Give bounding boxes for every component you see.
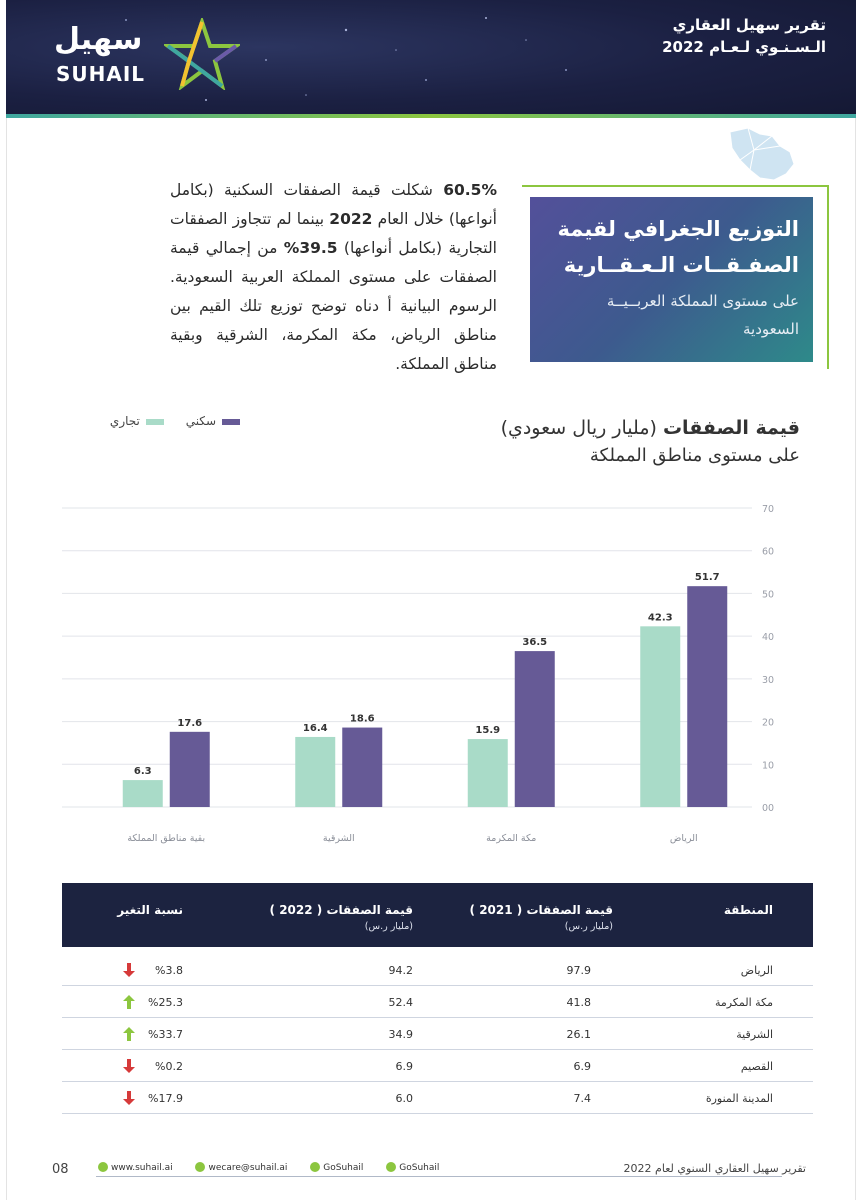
bar-value-label: 6.3 [133, 766, 152, 778]
arrow-up-icon [122, 994, 136, 1010]
arrow-up-icon [122, 1026, 136, 1042]
intro-text-1: شكلت قيمة الصفقات السكنية (بكامل أنواعها) [170, 181, 497, 228]
arrow-down-icon [122, 962, 136, 978]
cell-region: الرياض [740, 964, 773, 977]
x-category-label: بقية مناطق المملكة [127, 833, 206, 844]
y-tick-label: 30 [762, 674, 775, 686]
x-category-label: مكة المكرمة [486, 833, 537, 844]
social-icon [386, 1162, 396, 1172]
y-tick-label: 00 [762, 803, 775, 814]
y-tick-label: 70 [762, 504, 775, 515]
bar-residential [342, 728, 382, 807]
suhail-logo [46, 18, 246, 90]
section-title-line1: التوزيع الجغرافي لقيمة [557, 217, 799, 241]
y-tick-label: 20 [762, 717, 775, 729]
chart-heading [380, 414, 800, 470]
report-title [526, 14, 826, 58]
table-row [62, 1018, 813, 1050]
bar-value-label: 15.9 [475, 725, 501, 737]
intro-paragraph [170, 176, 497, 379]
footer-website-text: www.suhail.ai [111, 1162, 173, 1173]
cell-region: مكة المكرمة [714, 996, 773, 1009]
footer-report-title: تقرير سهيل العقاري السنوي لعام 2022 [623, 1162, 806, 1175]
table-row [62, 954, 813, 986]
th-change-label: نسبة التغير [117, 903, 183, 917]
intro-residential-share: 60.5% [443, 181, 497, 199]
cell-2022: 52.4 [388, 996, 413, 1009]
footer-divider [96, 1176, 782, 1177]
star-logo-icon [164, 18, 240, 90]
legend-residential-label: سكني [185, 414, 216, 428]
cell-region: الشرقية [736, 1028, 773, 1041]
section-subtitle-line2: السعودية [742, 320, 799, 338]
bar-value-label: 18.6 [349, 713, 375, 725]
cell-2022: 6.9 [395, 1060, 413, 1073]
x-category-label: الرياض [669, 833, 698, 844]
bar-value-label: 17.6 [177, 717, 203, 729]
cell-2021: 7.4 [573, 1092, 591, 1105]
footer-social-1-text: GoSuhail [323, 1162, 364, 1173]
chart-title [380, 414, 800, 442]
footer-social-2[interactable] [386, 1163, 449, 1173]
legend-commercial-swatch [146, 419, 164, 425]
bar-residential [515, 651, 555, 807]
arrow-down-icon [122, 1090, 136, 1106]
bar-commercial [123, 780, 163, 807]
cell-2021: 41.8 [566, 996, 591, 1009]
arrow-down-icon [122, 1058, 136, 1074]
th-region [724, 903, 773, 917]
footer-website[interactable] [98, 1163, 183, 1173]
chart-title-bold: قيمة الصفقات [662, 417, 800, 439]
bar-residential [687, 586, 727, 807]
section-subtitle-line1: على مستوى المملكة العربــيــة [606, 292, 799, 310]
page-number: 08 [52, 1162, 69, 1177]
legend-commercial-label: تجاري [109, 414, 140, 428]
page-footer [6, 1150, 856, 1190]
cell-region: المدينة المنورة [705, 1092, 773, 1105]
intro-text-2: خلال العام [372, 210, 444, 228]
bar-chart [62, 496, 802, 856]
footer-social-1[interactable] [310, 1163, 373, 1173]
table-row [62, 986, 813, 1018]
logo-arabic-text: سهيل [54, 22, 143, 57]
logo-english-text: SUHAIL [56, 62, 146, 86]
th-2022 [270, 903, 413, 932]
saudi-map-icon [720, 124, 800, 184]
th-2022-label: قيمة الصفقات ( 2022 ) [269, 903, 413, 917]
cell-change: %3.8 [155, 964, 183, 977]
section-title-line2: الصفـقــات الـعـقــارية [563, 253, 799, 277]
intro-year: 2022 [329, 210, 373, 228]
bar-commercial [468, 739, 508, 807]
table-body [62, 954, 813, 1114]
footer-links [98, 1162, 459, 1173]
y-tick-label: 60 [762, 546, 775, 558]
table-row [62, 1082, 813, 1114]
intro-commercial-share: 39.5% [283, 239, 338, 257]
report-title-line2: الـسـنـوي لـعـام 2022 [662, 38, 826, 56]
cell-2022: 94.2 [388, 964, 413, 977]
legend-residential [186, 414, 240, 428]
cell-2022: 6.0 [395, 1092, 413, 1105]
social-icon [310, 1162, 320, 1172]
bar-value-label: 51.7 [694, 572, 720, 584]
cell-change: %17.9 [148, 1092, 183, 1105]
cell-2021: 26.1 [566, 1028, 591, 1041]
y-tick-label: 10 [762, 760, 775, 772]
th-2021 [470, 903, 613, 932]
bar-residential [170, 732, 210, 807]
intro-text-3: بينما لم تتجاوز الصفقات التجارية (بكامل أنواعها) [170, 210, 497, 257]
link-icon [98, 1162, 108, 1172]
header-accent-line [6, 114, 856, 118]
bar-commercial [295, 737, 335, 807]
chart-title-unit: (مليار ريال سعودي) [500, 417, 663, 439]
bar-value-label: 42.3 [647, 612, 673, 624]
th-2022-unit: (مليار ر.س) [364, 921, 413, 932]
chart-subtitle: على مستوى مناطق المملكة [589, 445, 800, 466]
cell-change: %25.3 [148, 996, 183, 1009]
section-title-box [530, 197, 813, 362]
cell-2021: 6.9 [573, 1060, 591, 1073]
bar-commercial [640, 626, 680, 807]
footer-social-2-text: GoSuhail [399, 1162, 440, 1173]
x-category-label: الشرقية [322, 833, 355, 844]
footer-email-text: wecare@suhail.ai [208, 1162, 288, 1173]
email-icon [195, 1162, 205, 1172]
table-row [62, 1050, 813, 1082]
th-2021-label: قيمة الصفقات ( 2021 ) [469, 903, 613, 917]
cell-change: %33.7 [148, 1028, 183, 1041]
cell-2022: 34.9 [388, 1028, 413, 1041]
cell-region: القصيم [740, 1060, 773, 1073]
bar-value-label: 36.5 [522, 637, 548, 649]
cell-change: %0.2 [155, 1060, 183, 1073]
legend-residential-swatch [222, 419, 240, 425]
th-2021-unit: (مليار ر.س) [564, 921, 613, 932]
y-tick-label: 50 [762, 589, 775, 601]
report-title-line1: تقرير سهيل العقاري [672, 16, 826, 34]
y-tick-label: 40 [762, 632, 775, 644]
table-header [62, 883, 813, 947]
legend-commercial [110, 414, 164, 428]
intro-text-4: من إجمالي قيمة الصفقات على مستوى المملكة العربية السعودية. الرسوم البيانية أ دناه توضح توزيع تلك القيم بين مناطق الرياض، مكة المكرمة، الشرقية وبقية مناطق المملكة. [170, 239, 497, 373]
bar-value-label: 16.4 [302, 722, 328, 734]
cell-2021: 97.9 [566, 964, 591, 977]
footer-email[interactable] [195, 1163, 297, 1173]
th-region-label: المنطقة [723, 903, 773, 917]
chart-legend [70, 414, 240, 428]
th-change [117, 903, 183, 917]
page-header [6, 0, 856, 118]
